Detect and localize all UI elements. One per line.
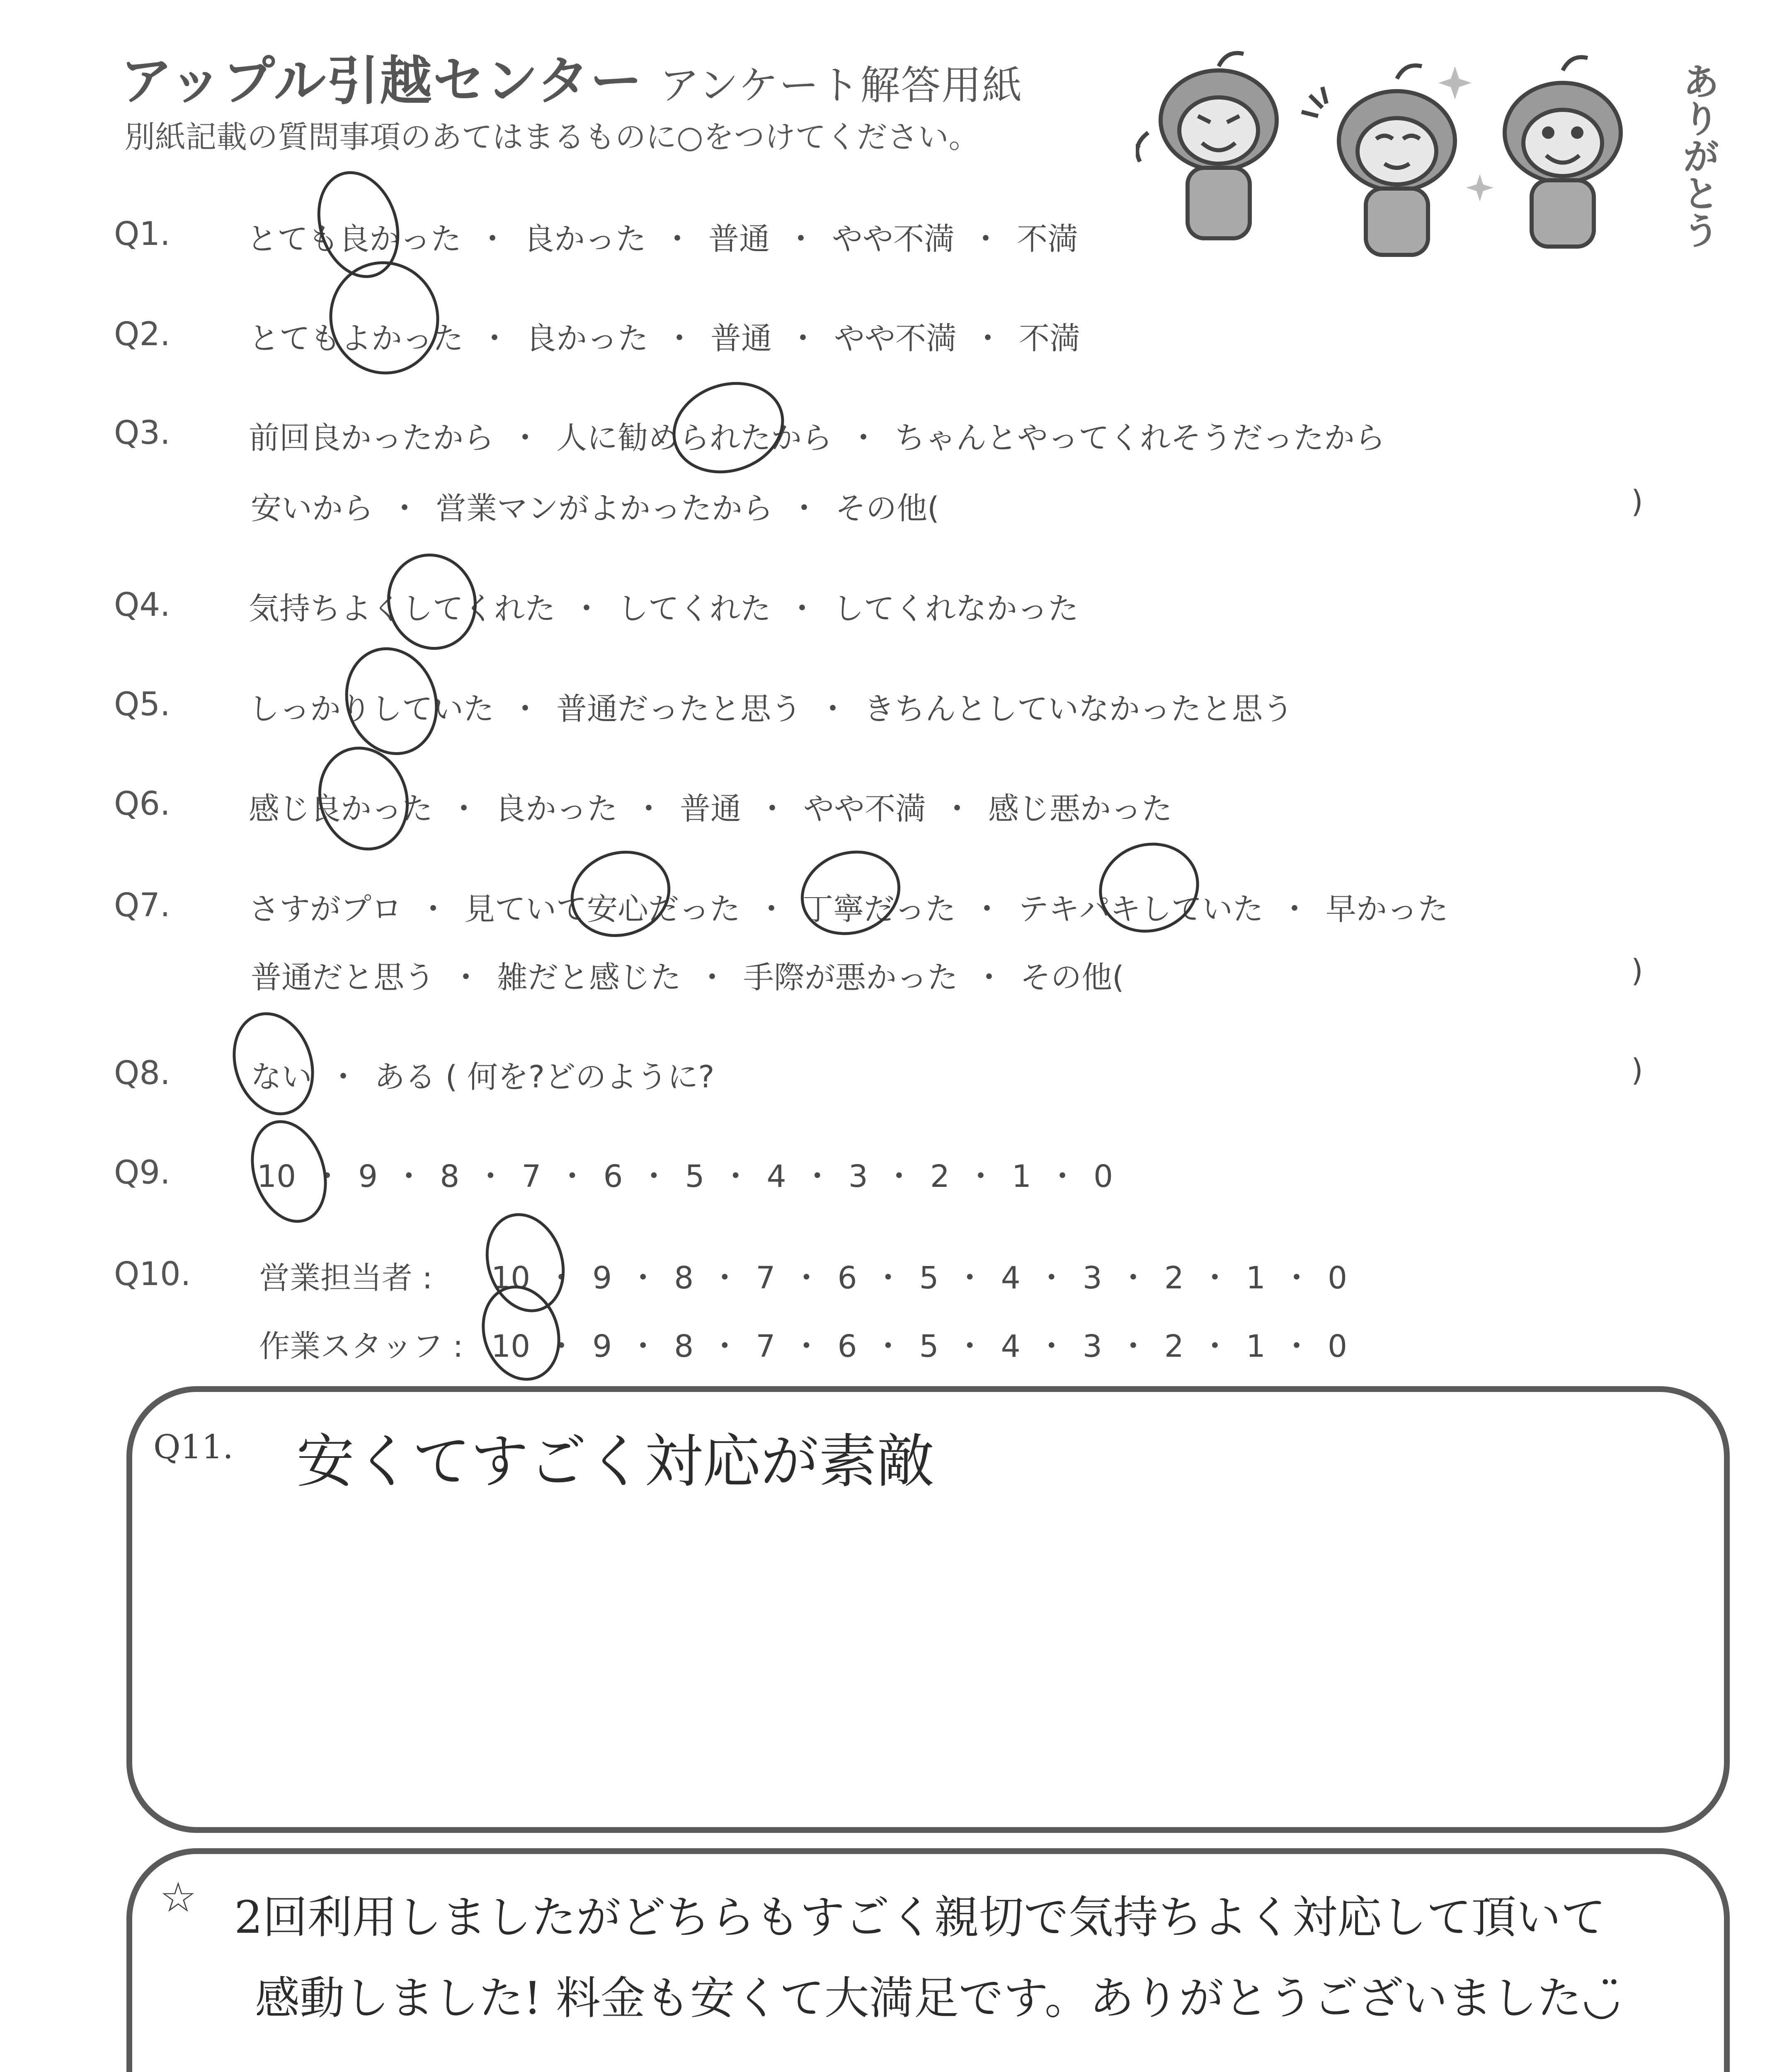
company-name: アップル引越センター: [120, 51, 643, 111]
q1-option[interactable]: 普通: [708, 221, 770, 257]
q6-option[interactable]: やや不満: [803, 791, 926, 827]
q5-number: Q5.: [114, 686, 170, 723]
q10-sales-score[interactable]: 5: [919, 1260, 939, 1296]
q9-score[interactable]: 8: [440, 1159, 460, 1194]
q5-options: しっかりしていた ・ 普通だったと思う ・ きちんとしていなかったと思う: [249, 691, 1293, 727]
q10-staff-score[interactable]: 4: [1001, 1329, 1021, 1364]
answer-circle: [375, 542, 489, 662]
q10-staff-score[interactable]: 1: [1246, 1329, 1266, 1364]
q5-option[interactable]: 普通だったと思う: [556, 691, 802, 727]
q9-score[interactable]: 5: [685, 1159, 705, 1194]
form-subtitle: アンケート解答用紙: [659, 62, 1023, 109]
answer-circle: [315, 247, 454, 389]
q10-staff-score[interactable]: 5: [919, 1329, 939, 1364]
q2-option[interactable]: やや不満: [834, 321, 957, 356]
q4-options: 気持ちよくしてくれた ・ してくれた ・ してくれなかった: [249, 591, 1079, 627]
sparkle-icon: [1466, 174, 1493, 201]
q7-option[interactable]: 見ていて安心だった: [464, 891, 740, 927]
monkey-icon: [1136, 53, 1277, 238]
q8-option[interactable]: ある ( 何を?どのように?: [374, 1059, 715, 1095]
q10-staff-score[interactable]: 0: [1328, 1329, 1348, 1364]
q10-staff-score[interactable]: 9: [592, 1329, 612, 1364]
q10-staff-score[interactable]: 8: [674, 1329, 694, 1364]
q3-option[interactable]: 人に勧められたから: [556, 420, 832, 456]
q10-sales-scale: 10 ・ 9 ・ 8 ・ 7 ・ 6 ・ 5 ・ 4 ・ 3 ・ 2 ・ 1 ・ 0: [491, 1260, 1348, 1296]
q7-option[interactable]: 普通だと思う: [251, 960, 435, 995]
q9-score[interactable]: 0: [1093, 1159, 1113, 1194]
answer-circle: [661, 368, 796, 487]
q10-staff-score[interactable]: 2: [1164, 1329, 1184, 1364]
q10-staff-scale: 10 ・ 9 ・ 8 ・ 7 ・ 6 ・ 5 ・ 4 ・ 3 ・ 2 ・ 1 ・ 0: [491, 1329, 1348, 1364]
q8-option[interactable]: ない: [251, 1059, 312, 1095]
monkey-mascots-illustration: [1136, 50, 1708, 265]
q10-staff-score[interactable]: 3: [1082, 1329, 1102, 1364]
q7-option[interactable]: 雑だと感じた: [497, 960, 681, 995]
q3-option[interactable]: その他(: [835, 491, 939, 526]
q1-options: とても良かった ・ 良かった ・ 普通 ・ やや不満 ・ 不満: [247, 221, 1078, 257]
answer-circle: [238, 1110, 339, 1232]
q8-number: Q8.: [114, 1055, 170, 1092]
q7-option[interactable]: 手際が悪かった: [743, 960, 958, 995]
q2-option[interactable]: 良かった: [526, 321, 648, 356]
q6-option[interactable]: 良かった: [495, 791, 618, 827]
q9-score[interactable]: 1: [1011, 1159, 1032, 1194]
q1-option[interactable]: 良かった: [524, 221, 646, 257]
q7-option[interactable]: テキパキしていた: [1018, 891, 1263, 927]
q4-option[interactable]: 気持ちよくしてくれた: [249, 591, 555, 627]
q3-close-paren: ): [1631, 484, 1643, 520]
q1-number: Q1.: [114, 215, 170, 253]
q7-option[interactable]: 丁寧だった: [803, 891, 956, 927]
q1-option[interactable]: やや不満: [832, 221, 955, 257]
q9-score[interactable]: 2: [930, 1159, 950, 1194]
star-icon: ☆: [160, 1873, 197, 1922]
q10-sales-score[interactable]: 6: [837, 1260, 857, 1296]
q10-staff-score[interactable]: 10: [491, 1329, 531, 1364]
q7-option[interactable]: その他(: [1020, 960, 1124, 995]
q10-sales-score[interactable]: 7: [756, 1260, 776, 1296]
q3-option[interactable]: 前回良かったから: [249, 420, 494, 456]
sparkle-icon: [1438, 66, 1472, 99]
instruction-text: 別紙記載の質問事項のあてはまるものに○をつけてください。: [124, 119, 979, 155]
answer-circle: [220, 1002, 327, 1126]
q2-options: とてもよかった ・ 良かった ・ 普通 ・ やや不満 ・ 不満: [249, 321, 1080, 356]
q10-staff-score[interactable]: 7: [756, 1329, 776, 1364]
q2-option[interactable]: 普通: [710, 321, 772, 356]
q9-number: Q9.: [114, 1154, 170, 1191]
free-comment-line2: 感動しました! 料金も安くて大満足です。ありがとうございました◡̈: [255, 1973, 1621, 2024]
q9-score[interactable]: 10: [257, 1159, 296, 1194]
q7-close-paren: ): [1631, 953, 1643, 989]
q11-handwritten-answer: 安くてすごく対応が素敵: [296, 1428, 935, 1496]
q9-score[interactable]: 6: [603, 1159, 623, 1194]
q6-option[interactable]: 普通: [680, 791, 741, 827]
arigatou-text: ありがとう: [1676, 62, 1719, 249]
q3-options-line1: 前回良かったから ・ 人に勧められたから ・ ちゃんとやってくれそうだったから: [249, 420, 1385, 456]
q2-option[interactable]: とてもよかった: [249, 321, 463, 356]
q1-option[interactable]: 不満: [1017, 221, 1078, 257]
q7-option[interactable]: 早かった: [1326, 891, 1448, 927]
q10-sales-score[interactable]: 10: [491, 1260, 531, 1296]
q10-sales-score[interactable]: 9: [592, 1260, 612, 1296]
q4-option[interactable]: してくれなかった: [833, 591, 1079, 627]
q10-sales-score[interactable]: 1: [1246, 1260, 1266, 1296]
q2-option[interactable]: 不満: [1019, 321, 1080, 356]
q7-number: Q7.: [114, 887, 170, 924]
q10-sales-score[interactable]: 8: [674, 1260, 694, 1296]
q3-option[interactable]: 営業マンがよかったから: [436, 491, 773, 526]
q2-number: Q2.: [114, 316, 170, 353]
q6-option[interactable]: 感じ悪かった: [988, 791, 1172, 827]
q8-close-paren: ): [1631, 1053, 1643, 1088]
q1-option[interactable]: とても良かった: [247, 221, 461, 257]
q8-options: ない ・ ある ( 何を?どのように?: [251, 1059, 715, 1095]
q10-sales-label: 営業担当者 :: [259, 1260, 433, 1296]
q3-options-line2: 安いから ・ 営業マンがよかったから ・ その他(: [251, 491, 939, 526]
q10-sales-score[interactable]: 0: [1328, 1260, 1348, 1296]
q6-option[interactable]: 感じ良かった: [249, 791, 433, 827]
q3-number: Q3.: [114, 414, 170, 452]
q4-number: Q4.: [114, 586, 170, 624]
q11-label: Q11.: [153, 1428, 233, 1466]
q7-option[interactable]: さすがプロ: [249, 891, 402, 927]
q9-score[interactable]: 3: [848, 1159, 868, 1194]
form-title: [120, 39, 1023, 114]
q10-sales-score[interactable]: 4: [1001, 1260, 1021, 1296]
q4-option[interactable]: してくれた: [618, 591, 771, 627]
q10-staff-score[interactable]: 6: [837, 1329, 857, 1364]
q3-option[interactable]: ちゃんとやってくれそうだったから: [895, 420, 1385, 456]
q3-option[interactable]: 安いから: [251, 491, 373, 526]
q7-options-line1: さすがプロ ・ 見ていて安心だった ・ 丁寧だった ・ テキパキしていた ・ 早かった: [249, 891, 1448, 927]
q9-score[interactable]: 7: [521, 1159, 541, 1194]
q10-sales-score[interactable]: 2: [1164, 1260, 1184, 1296]
q6-number: Q6.: [114, 785, 170, 823]
answer-circle: [790, 838, 912, 948]
q9-score[interactable]: 4: [766, 1159, 786, 1194]
q5-option[interactable]: きちんとしていなかったと思う: [864, 691, 1293, 727]
monkey-icon: [1505, 57, 1621, 247]
q9-score[interactable]: 9: [358, 1159, 378, 1194]
monkey-icon: [1302, 65, 1455, 255]
q5-option[interactable]: しっかりしていた: [249, 691, 494, 727]
q10-sales-score[interactable]: 3: [1082, 1260, 1102, 1296]
q6-options: 感じ良かった ・ 良かった ・ 普通 ・ やや不満 ・ 感じ悪かった: [249, 791, 1172, 827]
q10-staff-label: 作業スタッフ :: [259, 1329, 463, 1364]
q10-number: Q10.: [114, 1256, 191, 1293]
answer-circle: [559, 838, 681, 949]
q7-options-line2: 普通だと思う ・ 雑だと感じた ・ 手際が悪かった ・ その他(: [251, 960, 1124, 995]
free-comment-line1: 2回利用しましたがどちらもすごく親切で気持ちよく対応して頂いて: [234, 1892, 1606, 1944]
q9-scale: 10 ・ 9 ・ 8 ・ 7 ・ 6 ・ 5 ・ 4 ・ 3 ・ 2 ・ 1 ・ 0: [257, 1159, 1113, 1194]
